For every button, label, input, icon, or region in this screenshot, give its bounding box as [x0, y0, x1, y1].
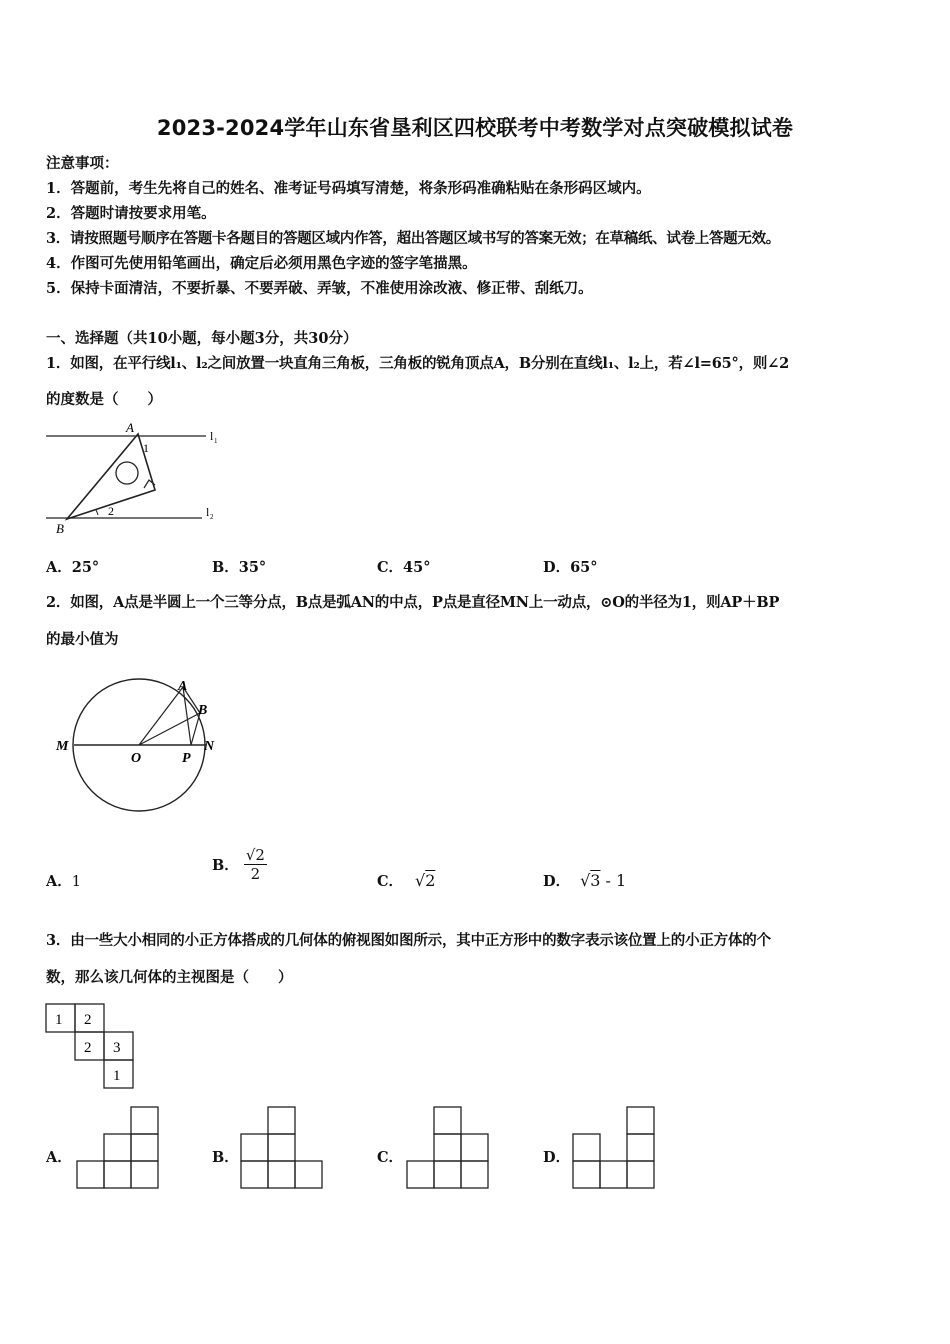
q2-option-d[interactable]	[543, 870, 626, 891]
q1-stem: 1．如图，在平行线l₁、l₂之间放置一块直角三角板，三角板的锐角顶点A，B分别在直线l₁、l₂上，若∠l=65°，则∠2	[46, 355, 790, 372]
q3-option-d-label[interactable]: D．	[543, 1149, 571, 1166]
q3-option-b-figure[interactable]	[240, 1106, 326, 1190]
q1-label-l1-sub: 1	[214, 437, 218, 445]
q2-stem: 2．如图，A点是半圆上一个三等分点，B点是弧AN的中点，P点是直径MN上一动点，⊙O的半径为1，则AP＋BP	[46, 594, 780, 611]
grid-cell-value: 1	[113, 1068, 121, 1084]
fraction-numerator: √2	[245, 846, 265, 864]
q2-option-d-radicand: 3	[590, 871, 601, 890]
q2-option-d-tail: - 1	[600, 871, 627, 890]
q3-stem: 3．由一些大小相同的小正方体搭成的几何体的俯视图如图所示，其中正方形中的数字表示该位置上的小正方体的个	[46, 932, 771, 949]
section-heading: 一、选择题（共10小题，每小题3分，共30分）	[46, 330, 358, 347]
notice-item: 2．答题时请按要求用笔。	[46, 205, 216, 222]
fraction-denominator: 2	[250, 865, 261, 883]
grid-cell-value: 1	[55, 1012, 63, 1028]
q2-figure	[52, 668, 232, 823]
grid-cell-value: 2	[84, 1012, 92, 1028]
q2-option-b[interactable]	[212, 846, 267, 883]
notice-item: 5．保持卡面清洁，不要折暴、不要弄破、弄皱，不准使用涂改液、修正带、刮纸刀。	[46, 280, 593, 297]
q1-label-angle1: 1	[143, 441, 149, 455]
q2-option-b-label: B．	[212, 857, 239, 874]
q1-label-l1: l	[210, 429, 214, 443]
q2-option-c-label: C．	[377, 873, 404, 890]
grid-cell-value: 3	[113, 1040, 121, 1056]
q2-option-d-radical: √	[580, 871, 591, 890]
q2-option-d-label: D．	[543, 873, 571, 890]
q3-option-b-label[interactable]: B．	[212, 1149, 239, 1166]
q2-label-m: M	[56, 739, 69, 754]
q2-label-b: B	[198, 703, 208, 718]
q2-label-a: A	[178, 679, 188, 694]
q1-option-c[interactable]: C．45°	[377, 559, 431, 576]
q1-label-l2-sub: 2	[210, 513, 214, 521]
notice-item: 3．请按照题号顺序在答题卡各题目的答题区域内作答，超出答题区域书写的答案无效；在草稿纸、试卷上答题无效。	[46, 230, 780, 247]
q1-option-b[interactable]: B．35°	[212, 559, 267, 576]
q3-option-a-label[interactable]: A．	[46, 1149, 72, 1166]
q2-option-c-radicand: 2	[425, 871, 436, 890]
q2-option-a-value: 1	[71, 874, 81, 890]
q1-option-d[interactable]: D．65°	[543, 559, 598, 576]
q1-figure	[40, 418, 230, 538]
q2-option-a-label: A．	[46, 873, 72, 890]
q2-option-c[interactable]	[377, 870, 435, 891]
q2-option-b-fraction	[244, 846, 267, 883]
q1-option-a[interactable]: A．25°	[46, 559, 100, 576]
q3-top-view-grid	[44, 1002, 136, 1090]
grid-cell-value: 2	[84, 1040, 92, 1056]
notice-heading: 注意事项：	[46, 155, 119, 172]
q2-option-a[interactable]	[46, 870, 81, 891]
notice-item: 4．作图可先使用铅笔画出，确定后必须用黑色字迹的签字笔描黑。	[46, 255, 477, 272]
q2-label-n: N	[204, 739, 215, 754]
q3-stem-cont: 数，那么该几何体的主视图是（ ）	[46, 969, 293, 986]
q2-label-o: O	[131, 751, 142, 766]
notice-item: 1．答题前，考生先将自己的姓名、准考证号码填写清楚，将条形码准确粘贴在条形码区域内。	[46, 180, 651, 197]
q2-option-c-radical: √	[415, 871, 426, 890]
q2-stem-cont: 的最小值为	[46, 631, 119, 648]
q1-label-a: A	[126, 420, 134, 435]
q1-label-l2: l	[206, 505, 210, 519]
q2-label-p: P	[182, 751, 191, 766]
page-title: 2023-2024学年山东省垦利区四校联考中考数学对点突破模拟试卷	[156, 116, 794, 140]
q3-option-c-label[interactable]: C．	[377, 1149, 404, 1166]
q3-option-a-figure[interactable]	[76, 1106, 162, 1190]
q1-label-angle2: 2	[108, 504, 114, 518]
q3-option-d-figure[interactable]	[572, 1106, 658, 1190]
q1-stem-cont: 的度数是（ ）	[46, 391, 162, 408]
q1-label-b: B	[56, 521, 64, 536]
q3-option-c-figure[interactable]	[406, 1106, 492, 1190]
